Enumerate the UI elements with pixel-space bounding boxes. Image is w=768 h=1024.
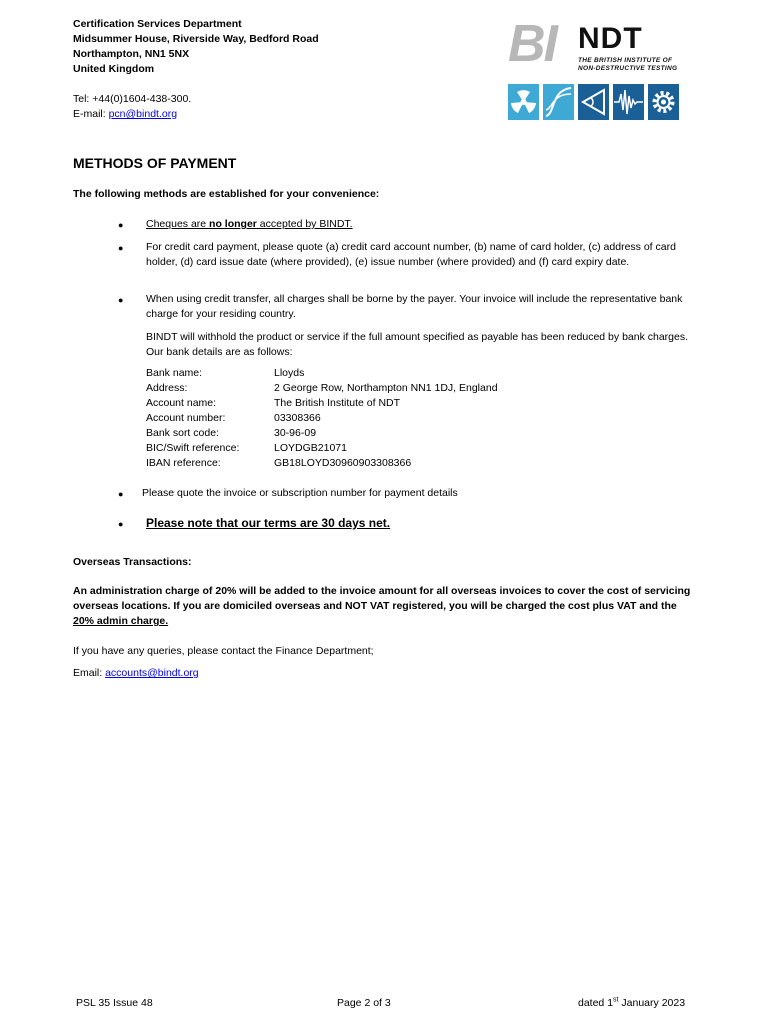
bank-row (146, 441, 546, 456)
logo-tagline-1: THE BRITISH INSTITUTE OF (578, 57, 673, 64)
withhold-notice: BINDT will withhold the product or service if the full amount specified as payable has been reduced by bank charges. Our bank details are as follows: (146, 331, 689, 358)
overseas-text: An administration charge of 20% will be added to the invoice amount for all overseas invoices to cover the cost of servicing overseas locations. If you are domiciled overseas and NOT VAT registered, you will be charged the cost plus VAT and the (73, 585, 691, 612)
bank-row (146, 366, 546, 381)
email-label: E-mail: (73, 108, 109, 120)
bank-label: BIC/Swift reference: (146, 442, 240, 454)
logo-tagline-2: NON-DESTRUCTIVE TESTING (578, 65, 678, 72)
telephone: Tel: +44(0)1604-438-300. (73, 93, 192, 105)
bank-row (146, 426, 546, 441)
bank-label: Address: (146, 382, 188, 394)
bindt-logo (508, 15, 713, 124)
quote-invoice-notice: Please quote the invoice or subscription number for payment details (142, 487, 458, 499)
gear-icon (648, 84, 679, 120)
contact-block (73, 92, 453, 122)
footer-date (578, 996, 685, 1011)
radiation-icon (508, 84, 539, 120)
magnetic-wave-icon (543, 84, 574, 120)
email-label: Email: (73, 667, 106, 679)
sender-address (73, 17, 453, 77)
address-line-street: Midsummer House, Riverside Way, Bedford Road (73, 33, 319, 45)
bank-label: Bank sort code: (146, 427, 219, 439)
footer-date-prefix: dated 1 (578, 997, 614, 1009)
bank-value: The British Institute of NDT (274, 397, 401, 409)
footer-page-number: Page 2 of 3 (337, 997, 391, 1009)
bank-value: 30-96-09 (274, 427, 317, 439)
credit-card-instructions: For credit card payment, please quote (a) credit card account number, (b) name of card holder, (c) address of card holder, (d) card issue date (where provided), (e) issue number (where provided) and (f) card expiry date. (146, 241, 676, 268)
cheques-text-1: Cheques are (146, 218, 210, 230)
bank-value: Lloyds (274, 367, 305, 379)
bullet-dot: ● (118, 243, 124, 253)
bank-value: 03308366 (274, 412, 321, 424)
bank-value: GB18LOYD30960903308366 (274, 457, 412, 469)
bullet-dot: ● (118, 489, 124, 499)
pcn-email-link[interactable]: pcn@bindt.org (108, 108, 178, 120)
waveform-icon (613, 84, 644, 120)
bank-details-table (146, 366, 546, 471)
page-title: METHODS OF PAYMENT (73, 155, 237, 171)
bullet-dot: ● (118, 295, 124, 305)
bank-label: Account number: (146, 412, 226, 424)
address-line-city: Northampton, NN1 5NX (73, 48, 190, 60)
accounts-email-link[interactable]: accounts@bindt.org (105, 667, 199, 679)
intro-text: The following methods are established for your convenience: (73, 188, 380, 200)
footer-date-suffix: January 2023 (618, 997, 686, 1009)
bank-value: 2 George Row, Northampton NN1 1DJ, England (274, 382, 498, 394)
address-line-country: United Kingdom (73, 63, 155, 75)
bank-row (146, 456, 546, 471)
queries-text: If you have any queries, please contact the Finance Department; (73, 645, 374, 657)
logo-ndt-text: NDT (578, 22, 643, 55)
accounts-email-line (73, 666, 199, 681)
logo-bi-text: BI (508, 15, 556, 73)
bank-row (146, 396, 546, 411)
cheques-text-3: accepted by BINDT. (256, 218, 353, 230)
address-line-department: Certification Services Department (73, 18, 242, 30)
bullet-dot: ● (118, 519, 124, 529)
email-line (73, 107, 453, 122)
payment-terms-notice: Please note that our terms are 30 days net. (146, 516, 391, 530)
admin-charge-text: 20% admin charge. (73, 615, 169, 627)
logo-tiles (508, 84, 679, 120)
overseas-heading: Overseas Transactions: (73, 556, 192, 568)
bank-row (146, 411, 546, 426)
cheques-notice (146, 217, 691, 232)
footer-date-sup: st (613, 996, 619, 1004)
bank-row (146, 381, 546, 396)
overseas-paragraph (73, 584, 693, 629)
bank-label: IBAN reference: (146, 457, 221, 469)
bank-value: LOYDGB21071 (274, 442, 347, 454)
cheques-text-2: no longer (209, 218, 257, 230)
credit-transfer-instructions: When using credit transfer, all charges shall be borne by the payer. Your invoice will include the representative bank charge for your residing country. (146, 293, 683, 320)
footer-issue: PSL 35 Issue 48 (76, 997, 153, 1009)
bullet-dot: ● (118, 220, 124, 230)
bank-label: Bank name: (146, 367, 203, 379)
ultrasound-icon (578, 84, 609, 120)
bank-label: Account name: (146, 397, 217, 409)
